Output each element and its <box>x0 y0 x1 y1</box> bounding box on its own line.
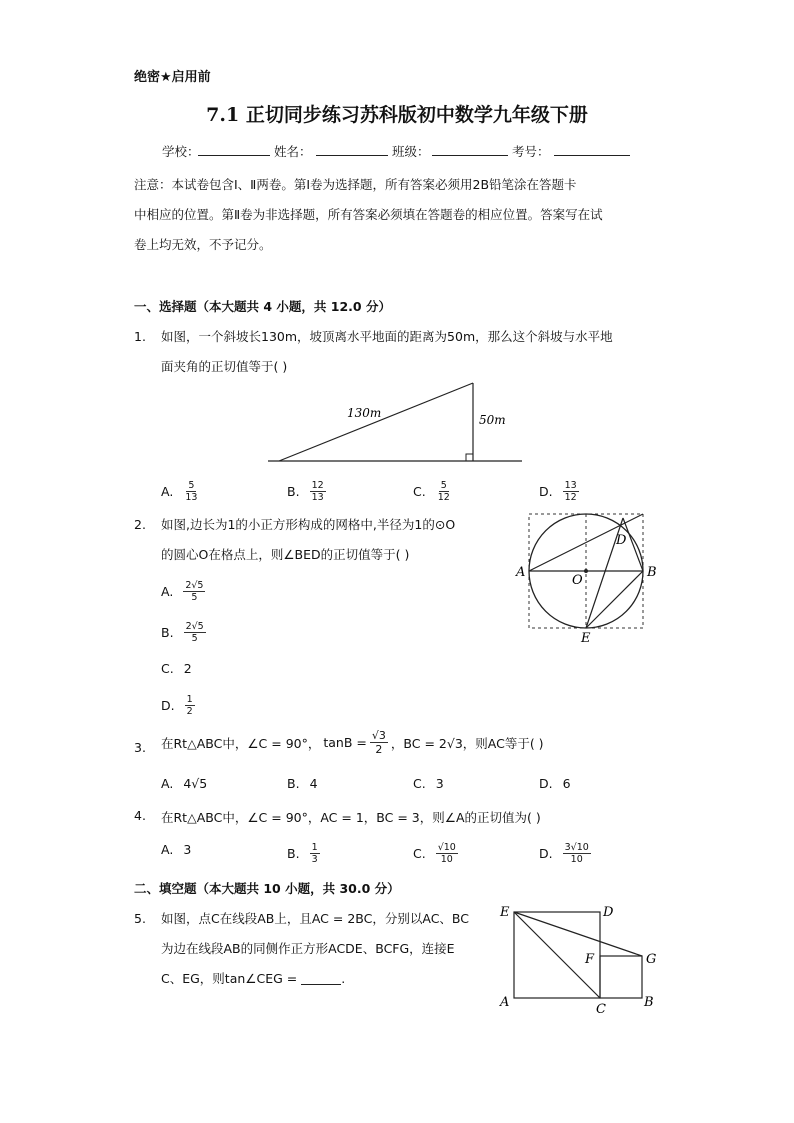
label-e: E <box>581 631 591 646</box>
section-2-heading: 二、填空题（本大题共 10 小题，共 30.0 分） <box>134 881 400 896</box>
q5-answer-blank[interactable] <box>301 972 341 985</box>
q2-line-1: 如图,边长为1的小正方形构成的网格中,半径为1的⊙O <box>161 517 456 532</box>
height-label: 50m <box>479 413 506 427</box>
q5-number: 5. <box>134 911 146 926</box>
label-a: A <box>516 565 526 580</box>
q2-number: 2. <box>134 517 146 532</box>
q1-option-a[interactable]: A. $\frac{5}{13}$ <box>161 480 198 503</box>
confidential-label: 绝密★启用前 <box>134 70 211 85</box>
hyp-label: 130m <box>347 406 382 420</box>
square-bcfg <box>600 956 642 998</box>
q1-option-b[interactable]: B. $\frac{12}{13}$ <box>287 480 324 503</box>
label-b: B <box>644 995 654 1010</box>
q1-text <box>161 322 613 382</box>
q4-option-a[interactable]: A. 3 <box>161 842 192 857</box>
q2-option-d[interactable]: D. $\frac{1}{2}$ <box>161 694 193 717</box>
label-a: A <box>500 995 510 1010</box>
center-dot <box>584 569 588 573</box>
school-blank[interactable] <box>198 143 270 156</box>
q3-option-c[interactable]: C. 3 <box>413 776 444 791</box>
q5-line-1: 如图，点C在线段AB上，且AC = 2BC，分别以AC、BC <box>161 911 470 926</box>
q1-line-2: 面夹角的正切值等于( ) <box>161 359 288 374</box>
q3-number: 3. <box>134 740 146 755</box>
label-g: G <box>646 952 657 967</box>
q1-number: 1. <box>134 329 146 344</box>
q4-option-c[interactable]: C. $\frac{√10}{10}$ <box>413 842 456 865</box>
info-class-label: 班级： <box>392 144 430 159</box>
info-school-label: 学校： <box>162 144 200 159</box>
q3-tan-label: tanB = <box>323 735 367 750</box>
q3-option-d[interactable]: D. 6 <box>539 776 571 791</box>
q1-option-d[interactable]: D. $\frac{13}{12}$ <box>539 480 577 503</box>
q3-option-a[interactable]: A. 4√5 <box>161 776 208 791</box>
label-d: D <box>616 533 627 548</box>
q4-text: 在Rt△ABC中，∠C = 90°，AC = 1，BC = 3，则∠A的正切值为( ) <box>161 810 541 825</box>
line-e-g <box>514 912 642 956</box>
exam-no-blank[interactable] <box>554 143 630 156</box>
notice-line-1: 注意：本试卷包含Ⅰ、Ⅱ两卷。第Ⅰ卷为选择题，所有答案必须用2B铅笔涂在答题卡 <box>134 177 577 192</box>
info-name-label: 姓名： <box>274 144 312 159</box>
info-exam-no-label: 考号： <box>512 144 550 159</box>
q2-line-2: 的圆心O在格点上，则∠BED的正切值等于( ) <box>161 547 410 562</box>
notice <box>134 170 664 260</box>
q5-line-2: 为边在线段AB的同侧作正方形ACDE、BCFG，连接E <box>161 941 455 956</box>
q3-option-b[interactable]: B. 4 <box>287 776 318 791</box>
class-blank[interactable] <box>432 143 508 156</box>
q1-option-c[interactable]: C. $\frac{5}{12}$ <box>413 480 450 503</box>
notice-line-3: 卷上均无效，不予记分。 <box>134 237 272 252</box>
label-b: B <box>647 565 657 580</box>
q2-option-c[interactable]: C. 2 <box>161 661 192 676</box>
q4-number: 4. <box>134 808 146 823</box>
name-blank[interactable] <box>316 143 388 156</box>
slope-line <box>279 383 473 461</box>
q2-option-b[interactable]: B. $\frac{2√5}{5}$ <box>161 621 204 644</box>
right-angle-mark <box>466 454 473 461</box>
page-title: 7.1 正切同步练习苏科版初中数学九年级下册 <box>206 104 588 126</box>
q1-line-1: 如图，一个斜坡长130m，坡顶离水平地面的距离为50m，那么这个斜坡与水平地 <box>161 329 613 344</box>
notice-line-2: 中相应的位置。第Ⅱ卷为非选择题，所有答案必须填在答题卷的相应位置。答案写在试 <box>134 207 603 222</box>
q3-text: 在Rt△ABC中，∠C = 90°， tanB = $\frac{√3}{2}$ ，BC = 2√3，则AC等于( ) <box>161 729 544 756</box>
q5-text <box>161 904 469 994</box>
label-f: F <box>585 952 595 967</box>
label-e: E <box>500 905 510 920</box>
q2-circle-figure <box>510 508 660 648</box>
label-o: O <box>572 573 583 588</box>
q2-text <box>161 510 455 570</box>
q1-slope-figure <box>265 375 525 467</box>
label-d: D <box>603 905 614 920</box>
section-1-heading: 一、选择题（本大题共 4 小题，共 12.0 分） <box>134 299 391 314</box>
line-e-b <box>586 571 643 628</box>
q5-squares-figure <box>495 900 665 1018</box>
q2-option-a[interactable]: A. $\frac{2√5}{5}$ <box>161 580 204 603</box>
q4-option-d[interactable]: D. $\frac{3√10}{10}$ <box>539 842 589 865</box>
label-c: C <box>596 1002 606 1017</box>
q5-line-3: C、EG，则tan∠CEG = . <box>161 971 346 986</box>
q4-option-b[interactable]: B. $\frac{1}{3}$ <box>287 842 318 865</box>
